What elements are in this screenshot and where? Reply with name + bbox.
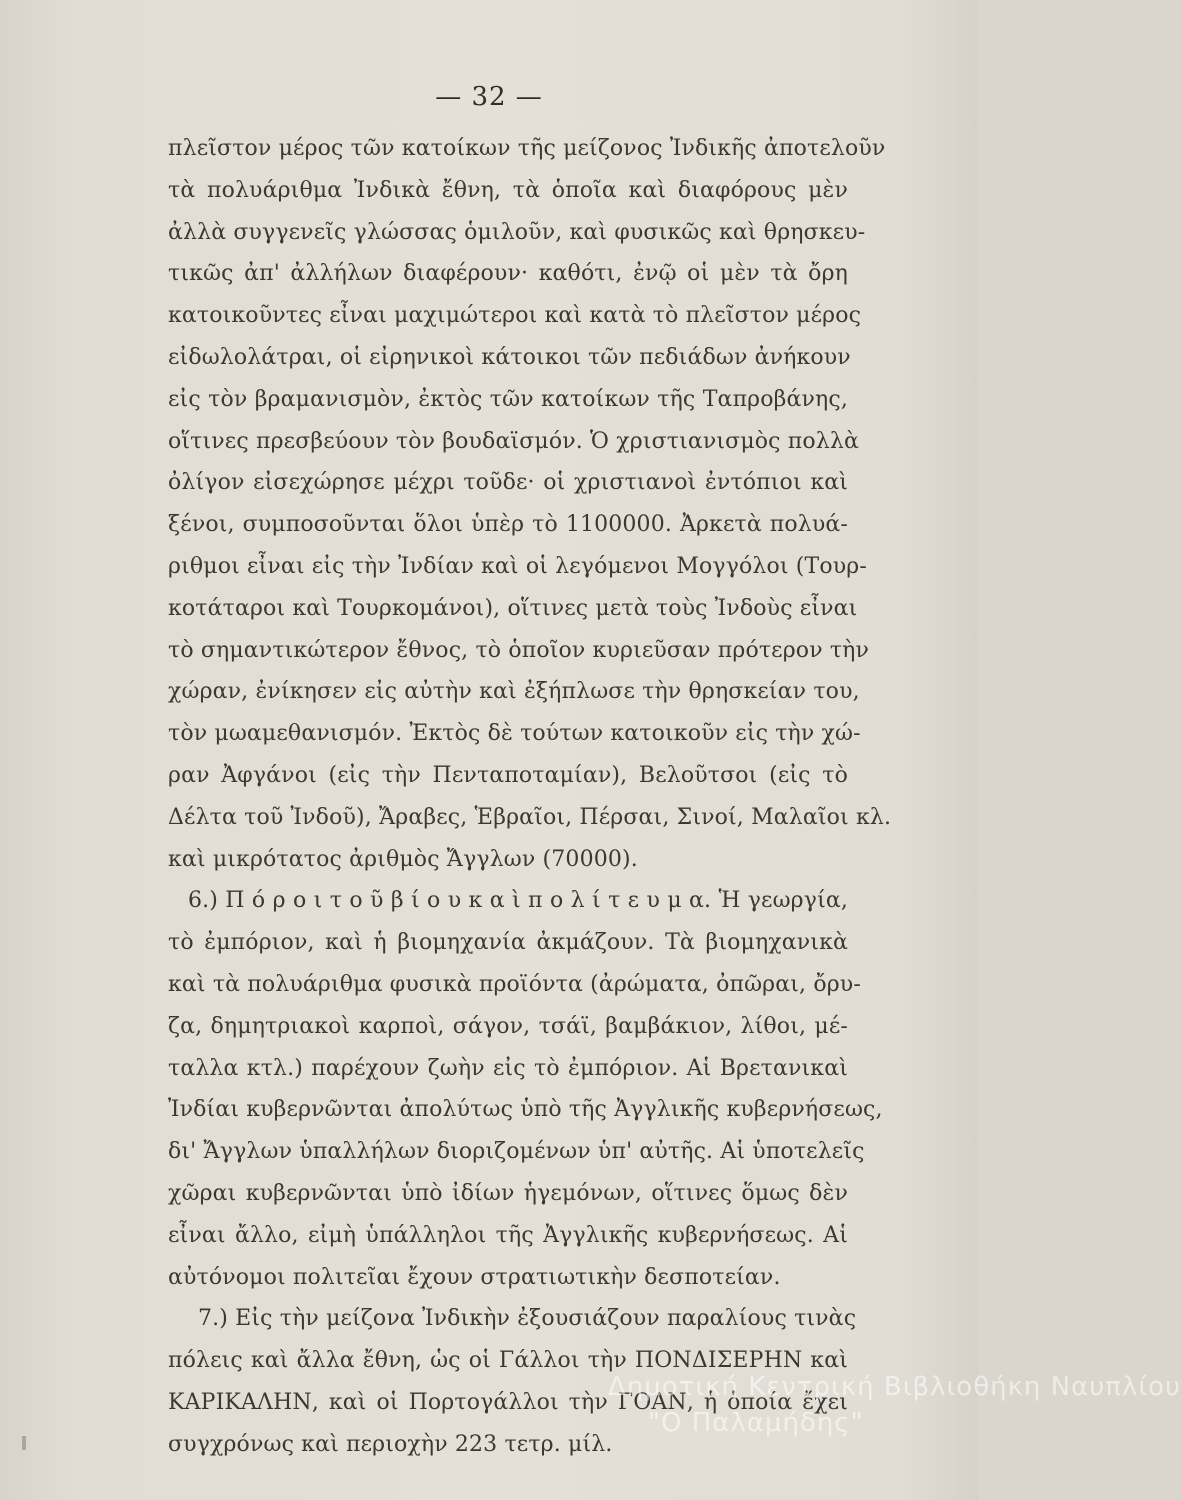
section-heading-line: 7.) Εἰς τὴν μείζονα Ἰνδικὴν ἐξουσιάζουν παραλίους τινὰς: [198, 1306, 857, 1332]
page-number: — 32 —: [435, 82, 543, 112]
text-line: χώραν, ἐνίκησεν εἰς αὐτὴν καὶ ἐξήπλωσε τὴν θρησκείαν του,: [168, 679, 860, 705]
text-line: εἰς τὸν βραμανισμὸν, ἐκτὸς τῶν κατοίκων τῆς Ταπροβάνης,: [168, 386, 848, 412]
text-line: τὸ σημαντικώτερον ἔθνος, τὸ ὁποῖον κυριεῦσαν πρότερον τὴν: [168, 637, 870, 663]
text-line: δι' Ἄγγλων ὑπαλλήλων διοριζομένων ὑπ' αὐτῆς. Αἱ ὑποτελεῖς: [168, 1139, 865, 1165]
text-line: Ἰνδίαι κυβερνῶνται ἀπολύτως ὑπὸ τῆς Ἀγγλικῆς κυβερνήσεως,: [168, 1097, 883, 1123]
text-line: τὸν μωαμεθανισμόν. Ἐκτὸς δὲ τούτων κατοικοῦν εἰς τὴν χώ-: [168, 721, 861, 747]
body-text: [168, 128, 892, 1466]
text-line: ἀλλὰ συγγενεῖς γλώσσας ὁμιλοῦν, καὶ φυσικῶς καὶ θρησκευ-: [168, 219, 866, 245]
text-line: καὶ τὰ πολυάριθμα φυσικὰ προϊόντα (ἀρώματα, ὀπῶραι, ὄρυ-: [168, 971, 861, 997]
text-line: συγχρόνως καὶ περιοχὴν 223 τετρ. μίλ.: [168, 1431, 613, 1457]
text-line: ΚΑΡΙΚΑΛΗΝ, καὶ οἱ Πορτογάλλοι τὴν ΓΟΑΝ, ἡ ὁποία ἔχει: [168, 1389, 848, 1415]
text-line: ξένοι, συμποσοῦνται ὅλοι ὑπὲρ τὸ 1100000. Ἀρκετὰ πολυά-: [168, 512, 848, 538]
text-line: τὸ ἐμπόριον, καὶ ἡ βιομηχανία ἀκμάζουν. Τὰ βιομηχανικὰ: [168, 930, 848, 956]
text-line: χῶραι κυβερνῶνται ὑπὸ ἰδίων ἡγεμόνων, οἵτινες ὅμως δὲν: [168, 1180, 848, 1206]
text-line: ζα, δημητριακοὶ καρποὶ, σάγον, τσάϊ, βαμβάκιον, λίθοι, μέ-: [168, 1013, 848, 1039]
text-line: οἵτινες πρεσβεύουν τὸν βουδαϊσμόν. Ὁ χριστιανισμὸς πολλὰ: [168, 428, 859, 454]
text-line: αὐτόνομοι πολιτεῖαι ἔχουν στρατιωτικὴν δεσποτείαν.: [168, 1264, 781, 1290]
text-line: εἶναι ἄλλο, εἰμὴ ὑπάλληλοι τῆς Ἀγγλικῆς κυβερνήσεως. Αἱ: [168, 1222, 848, 1248]
text-line: κατοικοῦντες εἶναι μαχιμώτεροι καὶ κατὰ τὸ πλεῖστον μέρος: [168, 303, 862, 329]
text-line: ταλλα κτλ.) παρέχουν ζωὴν εἰς τὸ ἐμπόριον. Αἱ Βρετανικαὶ: [168, 1055, 848, 1081]
text-line: τὰ πολυάριθμα Ἰνδικὰ ἔθνη, τὰ ὁποῖα καὶ διαφόρους μὲν: [168, 177, 848, 203]
text-line: εἰδωλολάτραι, οἱ εἰρηνικοὶ κάτοικοι τῶν πεδιάδων ἀνήκουν: [168, 344, 851, 370]
text-line: πλεῖστον μέρος τῶν κατοίκων τῆς μείζονος Ἰνδικῆς ἀποτελοῦν: [168, 136, 886, 161]
text-line: ὀλίγον εἰσεχώρησε μέχρι τοῦδε· οἱ χριστιανοὶ ἐντόπιοι καὶ: [168, 470, 848, 496]
text-line: ραν Ἀφγάνοι (εἰς τὴν Πενταποταμίαν), Βελοῦτσοι (εἰς τὸ: [168, 762, 848, 788]
library-watermark: Δημοτική Κεντρική Βιβλιοθήκη Ναυπλίου: [608, 1372, 1181, 1402]
library-watermark-subtitle: "Ο Παλαμήδης": [648, 1408, 864, 1438]
scan-artifact: [22, 1436, 26, 1450]
text-line: πόλεις καὶ ἄλλα ἔθνη, ὡς οἱ Γάλλοι τὴν ΠΟΝΔΙΣΕΡΗΝ καὶ: [168, 1348, 848, 1374]
text-line: τικῶς ἀπ' ἀλλήλων διαφέρουν· καθότι, ἐνῷ οἱ μὲν τὰ ὄρη: [168, 261, 848, 287]
text-line: κοτάταροι καὶ Τουρκομάνοι), οἵτινες μετὰ τοὺς Ἰνδοὺς εἶναι: [168, 595, 858, 621]
text-line: ριθμοι εἶναι εἰς τὴν Ἰνδίαν καὶ οἱ λεγόμενοι Μογγόλοι (Τουρ-: [168, 553, 867, 579]
section-heading-line: 6.) Π ό ρ ο ι τ ο ῦ β ί ο υ κ α ὶ π ο λ ί τ ε υ μ α. Ἡ γεωργία,: [188, 888, 848, 914]
text-line: Δέλτα τοῦ Ἰνδοῦ), Ἄραβες, Ἑβραῖοι, Πέρσαι, Σινοί, Μαλαῖοι κλ.: [168, 804, 892, 830]
text-line: καὶ μικρότατος ἀριθμὸς Ἄγγλων (70000).: [168, 846, 638, 872]
